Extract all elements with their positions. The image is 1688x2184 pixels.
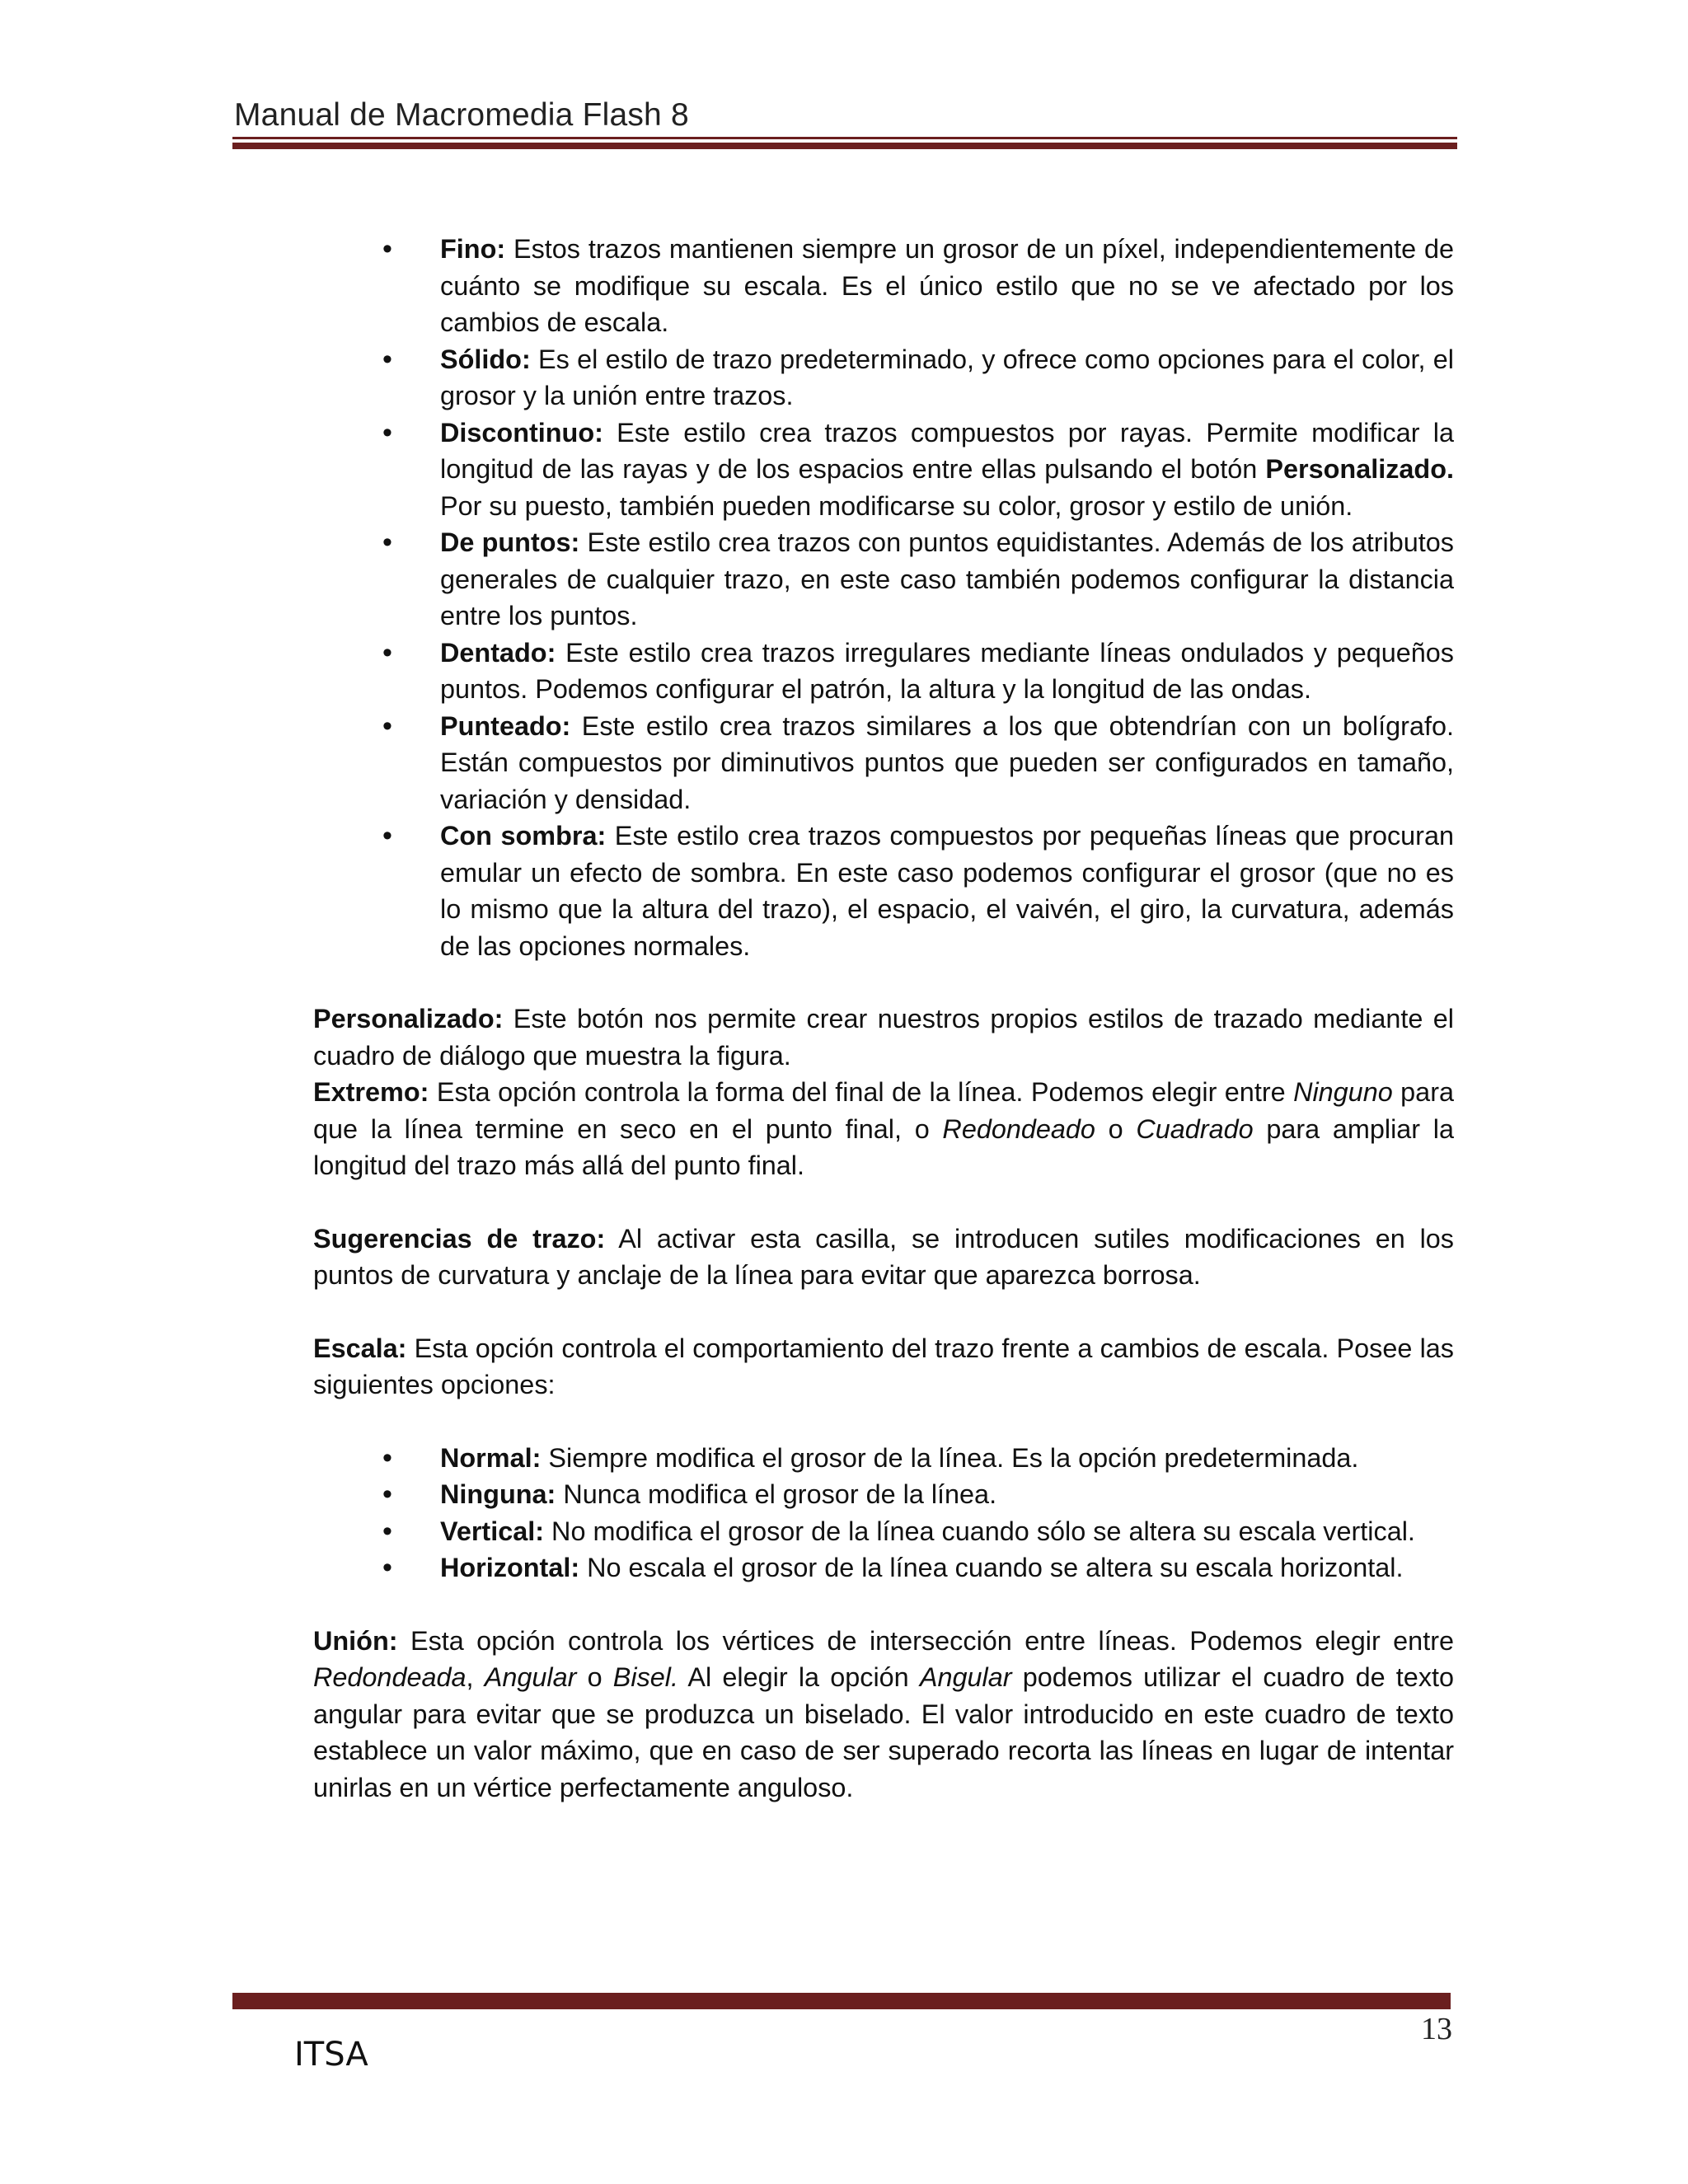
spacer	[313, 1184, 1454, 1221]
paragraph-sugerencias	[313, 1221, 1454, 1294]
page-content	[313, 231, 1454, 1806]
list-item-term: Ninguna:	[440, 1479, 556, 1509]
list-item-term: De puntos:	[440, 527, 580, 557]
list-item	[440, 1476, 1454, 1513]
header-rule-thin	[232, 137, 1457, 139]
paragraph-text: Esta opción controla los vértices de intersección entre líneas. Podemos elegir entre	[397, 1625, 1454, 1656]
page-header-title: Manual de Macromedia Flash 8	[234, 97, 689, 133]
list-item-text: No escala el grosor de la línea cuando se altera su escala horizontal.	[579, 1553, 1404, 1582]
paragraph-text: podemos utilizar el cuadro de texto angular para evitar que se produzca un biselado. El valor introducido en este cuadro de texto establece un valor máximo, que en caso de ser superado recorta las líneas en lugar de intentar unirlas en un vértice perfectamente anguloso.	[313, 1662, 1455, 1802]
list-item	[440, 415, 1454, 525]
header-rule-thick	[232, 143, 1457, 149]
paragraph-union	[313, 1623, 1454, 1807]
paragraph-term: Personalizado:	[313, 1004, 504, 1033]
list-item-text: Este estilo crea trazos similares a los que obtendrían con un bolígrafo. Están compuestos por diminutivos puntos que pueden ser configurados en tamaño, variación y densidad.	[440, 710, 1454, 814]
list-item-text: Este estilo crea trazos compuestos por pequeñas líneas que procuran emular un efecto de sombra. En este caso podemos configurar el grosor (que no es lo mismo que la altura del trazo), el espacio, el vaivén, el giro, la curvatura, además de las opciones normales.	[440, 821, 1454, 961]
paragraph-text: para que la línea termine en seco en el punto final, o	[313, 1077, 1455, 1144]
list-item	[440, 708, 1454, 818]
spacer	[313, 1586, 1454, 1623]
list-item	[440, 818, 1454, 964]
list-item-term: Horizontal:	[440, 1553, 580, 1582]
scale-options-list	[313, 1440, 1454, 1586]
list-item-text: Por su puesto, también pueden modificarse su color, grosor y estilo de unión.	[440, 490, 1353, 521]
list-item-term: Vertical:	[440, 1516, 545, 1546]
italic-term: Ninguno	[1293, 1077, 1393, 1107]
list-item	[440, 341, 1454, 415]
paragraph-text: o	[1095, 1113, 1137, 1144]
list-item	[440, 635, 1454, 708]
paragraph-extremo	[313, 1074, 1454, 1184]
italic-term: Angular	[484, 1662, 577, 1692]
list-item-text: No modifica el grosor de la línea cuando sólo se altera su escala vertical.	[544, 1516, 1415, 1546]
paragraph-personalizado	[313, 1001, 1454, 1074]
list-item	[440, 524, 1454, 635]
paragraph-term: Sugerencias de trazo:	[313, 1223, 606, 1254]
list-item-term: Dentado:	[440, 637, 556, 668]
spacer	[313, 1294, 1454, 1330]
spacer	[313, 1404, 1454, 1440]
list-item-text: Este estilo crea trazos irregulares mediante líneas ondulados y pequeños puntos. Podemos configurar el patrón, la altura y la longitud de las ondas.	[440, 637, 1454, 704]
paragraph-term: Extremo:	[313, 1077, 429, 1107]
footer-label: ITSA	[294, 2036, 368, 2074]
paragraph-text: para ampliar la longitud del trazo más allá del punto final.	[313, 1113, 1454, 1180]
paragraph-text: Al activar esta casilla, se introducen sutiles modificaciones en los puntos de curvatura y anclaje de la línea para evitar que aparezca borrosa.	[313, 1223, 1455, 1290]
paragraph-text: o	[576, 1662, 613, 1692]
list-item-term: Sólido:	[440, 344, 531, 374]
list-item-term: Discontinuo:	[440, 417, 603, 448]
italic-term: Redondeada	[313, 1662, 467, 1692]
list-item-text: Es el estilo de trazo predeterminado, y ofrece como opciones para el color, el grosor y la unión entre trazos.	[440, 344, 1454, 410]
list-item	[440, 1513, 1454, 1550]
paragraph-term: Escala:	[313, 1333, 407, 1363]
paragraph-term: Unión:	[313, 1625, 398, 1656]
list-item-text: Siempre modifica el grosor de la línea. Es la opción predeterminada.	[541, 1442, 1359, 1473]
list-item-text: Este estilo crea trazos compuestos por rayas. Permite modificar la longitud de las rayas y de los espacios entre ellas pulsando el botón	[440, 417, 1454, 484]
list-item-term: Punteado:	[440, 710, 571, 741]
list-item-text: Nunca modifica el grosor de la línea.	[556, 1479, 997, 1509]
list-item-text: Este estilo crea trazos con puntos equidistantes. Además de los atributos generales de cualquier trazo, en este caso también podemos configurar la distancia entre los puntos.	[440, 527, 1454, 630]
paragraph-text: ,	[466, 1662, 485, 1692]
list-item-text: Estos trazos mantienen siempre un grosor de un píxel, independientemente de cuánto se modifique su escala. Es el único estilo que no se ve afectado por los cambios de escala.	[440, 234, 1454, 337]
list-item	[440, 231, 1454, 341]
list-item	[440, 1549, 1454, 1586]
line-styles-list	[313, 231, 1454, 964]
page-number: 13	[1421, 2012, 1452, 2046]
list-item-inline-bold: Personalizado.	[1265, 454, 1454, 484]
spacer	[313, 964, 1454, 1001]
list-item-term: Normal:	[440, 1442, 542, 1473]
paragraph-text: Este botón nos permite crear nuestros propios estilos de trazado mediante el cuadro de diálogo que muestra la figura.	[313, 1004, 1454, 1071]
paragraph-text: Esta opción controla la forma del final de la línea. Podemos elegir entre	[429, 1077, 1294, 1107]
paragraph-escala	[313, 1330, 1454, 1404]
footer-rule	[232, 1993, 1451, 2009]
italic-term: Cuadrado	[1136, 1113, 1254, 1144]
list-item-term: Con sombra:	[440, 821, 607, 851]
italic-term: Angular	[919, 1662, 1012, 1692]
paragraph-text: Al elegir la opción	[678, 1662, 920, 1692]
italic-term: Redondeado	[942, 1113, 1095, 1144]
list-item	[440, 1440, 1454, 1477]
paragraph-text: Esta opción controla el comportamiento del trazo frente a cambios de escala. Posee las siguientes opciones:	[313, 1333, 1454, 1399]
list-item-term: Fino:	[440, 234, 506, 264]
italic-term: Bisel.	[612, 1662, 679, 1692]
